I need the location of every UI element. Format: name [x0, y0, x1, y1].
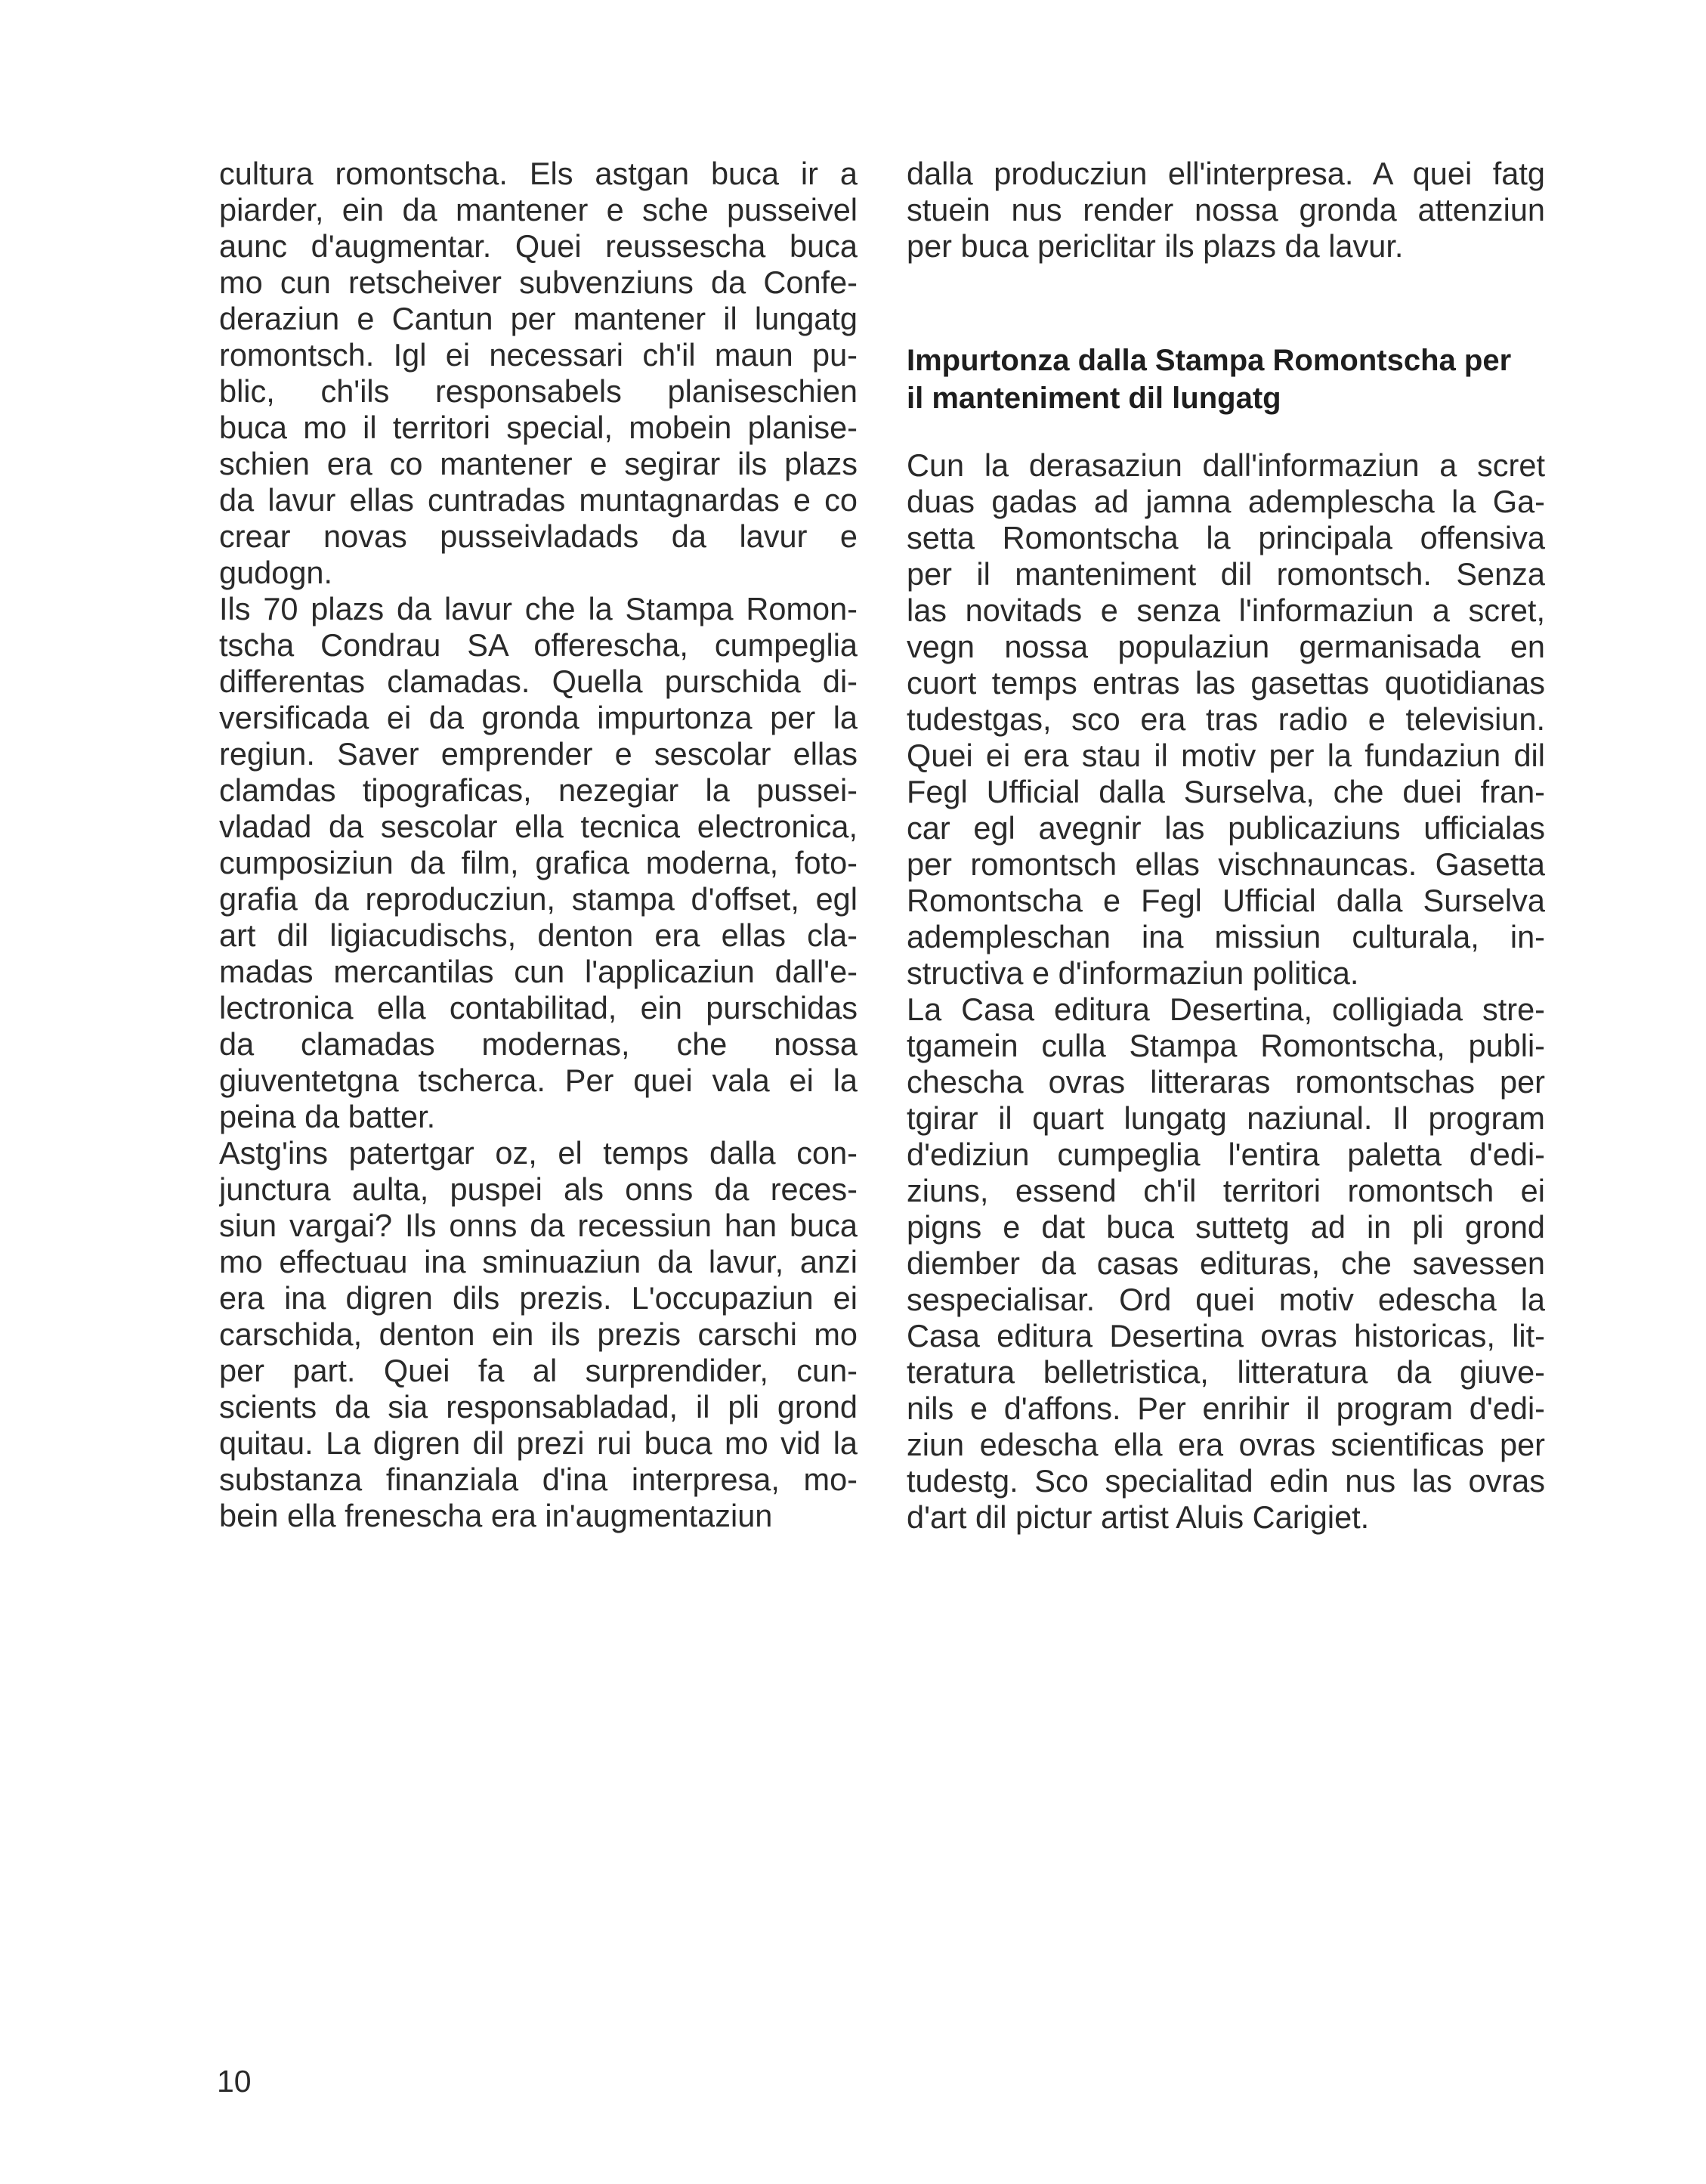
body-text-line-11: car egl avegnir las publicaziuns ufficialas: [907, 810, 1545, 846]
left-text-line-38: bein ella frenescha era in'augmentaziun: [219, 1498, 773, 1533]
body-text-line-27: nils e d'affons. Per enrihir il program d'edi-: [907, 1391, 1545, 1426]
body-text-line-25: Casa editura Desertina ovras historicas, lit-: [907, 1318, 1545, 1353]
body-text-line-15: structiva e d'informaziun politica.: [907, 955, 1359, 991]
left-text-line-18: clamdas tipograficas, nezegiar la pussei-: [219, 772, 858, 808]
left-text-line-6: romontsch. Igl ei necessari ch'il maun pu-: [219, 337, 858, 373]
left-text-line-16: versificada ei da gronda impurtonza per la: [219, 700, 858, 735]
left-text-line-22: art dil ligiacudischs, denton era ellas cla-: [219, 917, 858, 953]
right-column: [907, 156, 1545, 1536]
body-text-line-10: Fegl Ufficial dalla Surselva, che duei fran-: [907, 774, 1545, 809]
body-text-line-8: tudestgas, sco era tras radio e televisiun.: [907, 701, 1545, 737]
body-text-line-4: per il manteniment dil romontsch. Senza: [907, 556, 1545, 592]
left-text-line-32: era ina digren dils prezis. L'occupaziun ei: [219, 1280, 858, 1316]
body-text-line-22: pigns e dat buca suttetg ad in pli grond: [907, 1209, 1545, 1245]
left-text-line-31: mo effectuau ina sminuaziun da lavur, anzi: [219, 1244, 858, 1279]
left-text-line-11: crear novas pusseivladads da lavur e: [219, 518, 858, 554]
intro-text-line-2: stuein nus render nossa gronda attenziun: [907, 192, 1545, 227]
body-text-line-3: setta Romontscha la principala offensiva: [907, 520, 1545, 555]
left-text-line-12: gudogn.: [219, 555, 333, 590]
body-text-line-16: La Casa editura Desertina, colligiada stre-: [907, 991, 1545, 1027]
left-text-line-26: giuventetgna tscherca. Per quei vala ei la: [219, 1063, 858, 1098]
intro-paragraph: [907, 156, 1545, 264]
body-text-line-26: teratura belletristica, litteratura da giuve-: [907, 1354, 1545, 1390]
body-text-line-21: ziuns, essend ch'il territori romontsch ei: [907, 1173, 1545, 1208]
body-text-line-17: tgamein culla Stampa Romontscha, publi-: [907, 1028, 1545, 1063]
left-text-line-10: da lavur ellas cuntradas muntagnardas e co: [219, 482, 858, 518]
left-text-line-27: peina da batter.: [219, 1099, 436, 1134]
body-text-line-9: Quei ei era stau il motiv per la fundaziun dil: [907, 738, 1545, 773]
left-text-line-29: junctura aulta, puspei als onns da reces-: [219, 1171, 858, 1207]
left-text-line-13: Ils 70 plazs da lavur che la Stampa Romon-: [219, 591, 858, 626]
left-text-line-4: mo cun retscheiver subvenziuns da Confe-: [219, 264, 858, 300]
section-heading: [907, 342, 1545, 417]
intro-text-line-3: per buca periclitar ils plazs da lavur.: [907, 228, 1404, 264]
body-text-line-1: Cun la derasaziun dall'informaziun a scret: [907, 447, 1545, 483]
left-text-line-28: Astg'ins patertgar oz, el temps dalla con-: [219, 1135, 858, 1171]
left-text-line-20: cumposiziun da film, grafica moderna, foto-: [219, 845, 858, 880]
heading-line-2: il manteniment dil lungatg: [907, 382, 1281, 415]
body-text-line-29: tudestg. Sco specialitad edin nus las ovras: [907, 1463, 1545, 1499]
left-text-line-3: aunc d'augmentar. Quei reussescha buca: [219, 228, 858, 264]
body-text-line-2: duas gadas ad jamna adempleschа la Ga-: [907, 484, 1545, 519]
left-text-line-34: per part. Quei fa al surprendider, cun-: [219, 1353, 858, 1388]
body-text-line-20: d'ediziun cumpeglia l'entira paletta d'edi-: [907, 1137, 1545, 1172]
body-text-line-18: chescha ovras litteraras romontschas per: [907, 1064, 1545, 1100]
left-text-line-21: grafia da reproducziun, stampa d'offset, egl: [219, 881, 858, 917]
body-text-line-6: vegn nossa populaziun germanisada en: [907, 629, 1545, 664]
left-text-line-36: quitau. La digren dil prezi rui buca mo vid la: [219, 1425, 858, 1461]
body-text-line-5: las novitads e senza l'informaziun a scret,: [907, 592, 1545, 628]
left-text-line-9: schien era co mantener e segirar ils plazs: [219, 446, 858, 481]
section-body: [907, 447, 1545, 1536]
left-text-line-23: madas mercantilas cun l'applicaziun dall'e-: [219, 954, 858, 989]
left-text-line-19: vladad da sescolar ella tecnica electronica,: [219, 809, 858, 844]
body-text-line-13: Romontscha e Fegl Ufficial dalla Surselva: [907, 883, 1545, 918]
left-text-line-7: blic, ch'ils responsabels planiseschien: [219, 373, 858, 409]
left-text-line-33: carschida, denton ein ils prezis carschi mo: [219, 1316, 858, 1352]
left-text-line-37: substanza finanziala d'ina interpresa, mo-: [219, 1462, 858, 1497]
left-text-line-17: regiun. Saver emprender e sescolar ellas: [219, 736, 858, 772]
body-text-line-19: tgirar il quart lungatg naziunal. Il program: [907, 1100, 1545, 1136]
body-text-line-24: sespecialisar. Ord quei motiv edescha la: [907, 1282, 1545, 1317]
left-text-line-24: lectronica ella contabilitad, ein purschidas: [219, 990, 858, 1025]
body-text-line-12: per romontsch ellas vischnauncas. Gasetta: [907, 846, 1545, 882]
left-text-line-15: differentas clamadas. Quella purschida di-: [219, 664, 858, 699]
page-number: 10: [217, 2064, 252, 2099]
body-text-line-30: d'art dil pictur artist Aluis Carigiet.: [907, 1499, 1370, 1535]
body-text-line-7: cuort temps entras las gasettas quotidianas: [907, 665, 1545, 701]
left-text-line-14: tscha Condrau SA offerescha, cumpeglia: [219, 627, 858, 663]
left-text-line-2: piarder, ein da mantener e sche pusseivel: [219, 192, 858, 227]
left-text-line-35: scients da sia responsabladad, il pli grond: [219, 1389, 858, 1425]
left-text-line-5: deraziun e Cantun per mantener il lungatg: [219, 301, 858, 336]
left-text-line-8: buca mo il territori special, mobein planise-: [219, 410, 858, 445]
intro-text-line-1: dalla producziun ell'interpresa. A quei fatg: [907, 156, 1545, 191]
body-text-line-28: ziun edescha ella era ovras scientificas per: [907, 1427, 1545, 1462]
body-text-line-23: diember da casas edituras, che savessen: [907, 1245, 1545, 1281]
left-text-line-30: siun vargai? Ils onns da recessiun han buca: [219, 1208, 858, 1243]
body-text-line-14: adempleschan ina missiun culturala, in-: [907, 919, 1545, 954]
heading-line-1: Impurtonza dalla Stampa Romontscha per: [907, 344, 1512, 377]
left-column: [219, 156, 858, 1534]
left-text-line-25: da clamadas modernas, che nossa: [219, 1026, 858, 1062]
left-text-line-1: cultura romontscha. Els astgan buca ir a: [219, 156, 858, 191]
